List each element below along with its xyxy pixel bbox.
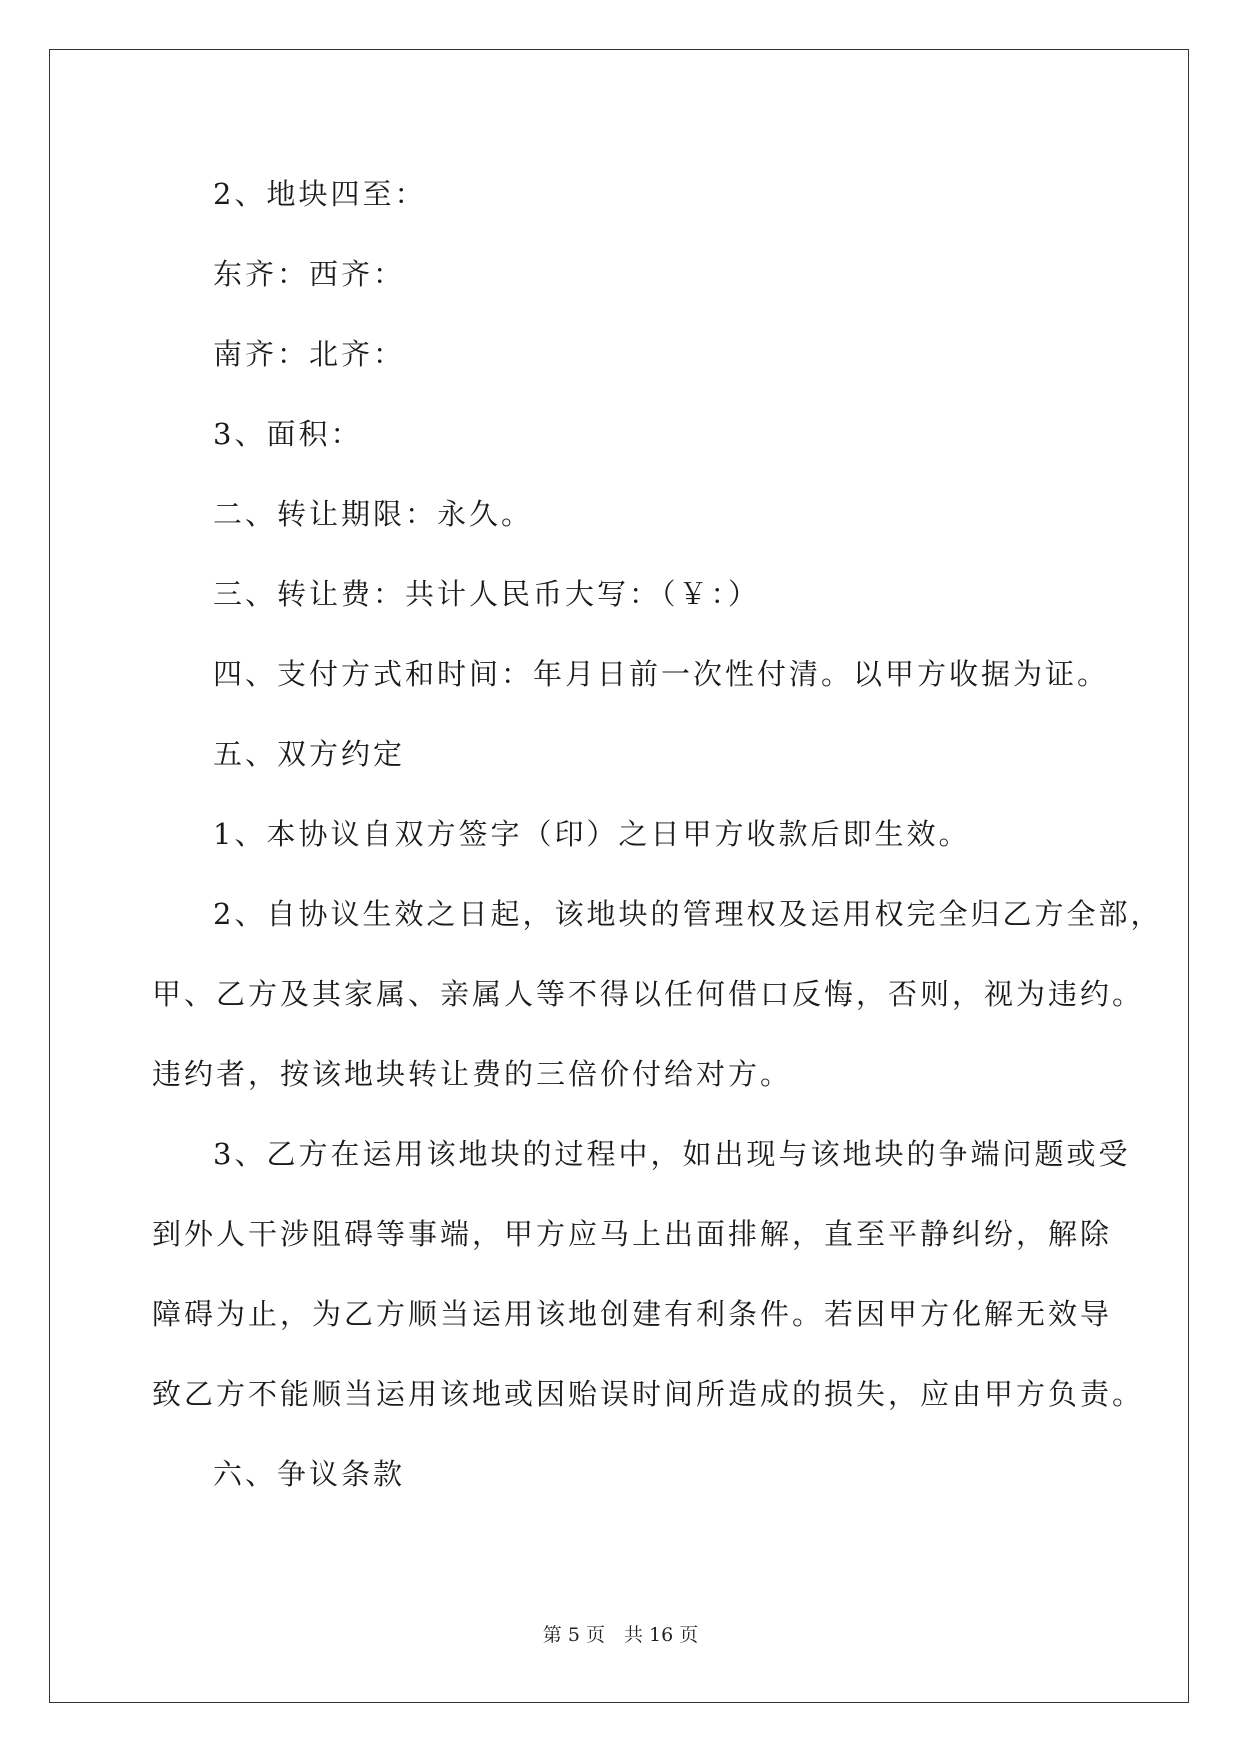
paragraph-payment: 四、支付方式和时间：年月日前一次性付清。以甲方收据为证。 <box>213 657 1110 691</box>
paragraph-area: 3、面积： <box>213 417 363 451</box>
paragraph-clause-3-line-3: 障碍为止，为乙方顺当运用该地创建有利条件。若因甲方化解无效导 <box>152 1297 1113 1331</box>
paragraph-clause-1: 1、本协议自双方签字（印）之日甲方收款后即生效。 <box>213 817 971 851</box>
paragraph-clause-3-line-2: 到外人干涉阻碍等事端，甲方应马上出面排解，直至平静纠纷，解除 <box>152 1217 1113 1251</box>
paragraph-south-north: 南齐：北齐： <box>213 337 406 371</box>
paragraph-transfer-fee: 三、转让费：共计人民币大写：（￥：） <box>213 577 761 611</box>
paragraph-clause-2-line-2: 甲、乙方及其家属、亲属人等不得以任何借口反悔，否则，视为违约。 <box>152 977 1145 1011</box>
paragraph-clause-2-line-3: 违约者，按该地块转让费的三倍价付给对方。 <box>152 1057 793 1091</box>
paragraph-clause-2-line-1: 2、自协议生效之日起，该地块的管理权及运用权完全归乙方全部， <box>213 897 1163 931</box>
paragraph-transfer-term: 二、转让期限：永久。 <box>213 497 534 531</box>
paragraph-agreement-heading: 五、双方约定 <box>213 737 406 771</box>
paragraph-clause-3-line-1: 3、乙方在运用该地块的过程中，如出现与该地块的争端问题或受 <box>213 1137 1131 1171</box>
page-number-footer: 第 5 页 共 16 页 <box>542 1624 699 1646</box>
paragraph-east-west: 东齐：西齐： <box>213 257 406 291</box>
paragraph-boundaries-heading: 2、地块四至： <box>213 177 427 211</box>
paragraph-clause-3-line-4: 致乙方不能顺当运用该地或因贻误时间所造成的损失，应由甲方负责。 <box>152 1377 1145 1411</box>
paragraph-dispute-heading: 六、争议条款 <box>213 1457 406 1491</box>
